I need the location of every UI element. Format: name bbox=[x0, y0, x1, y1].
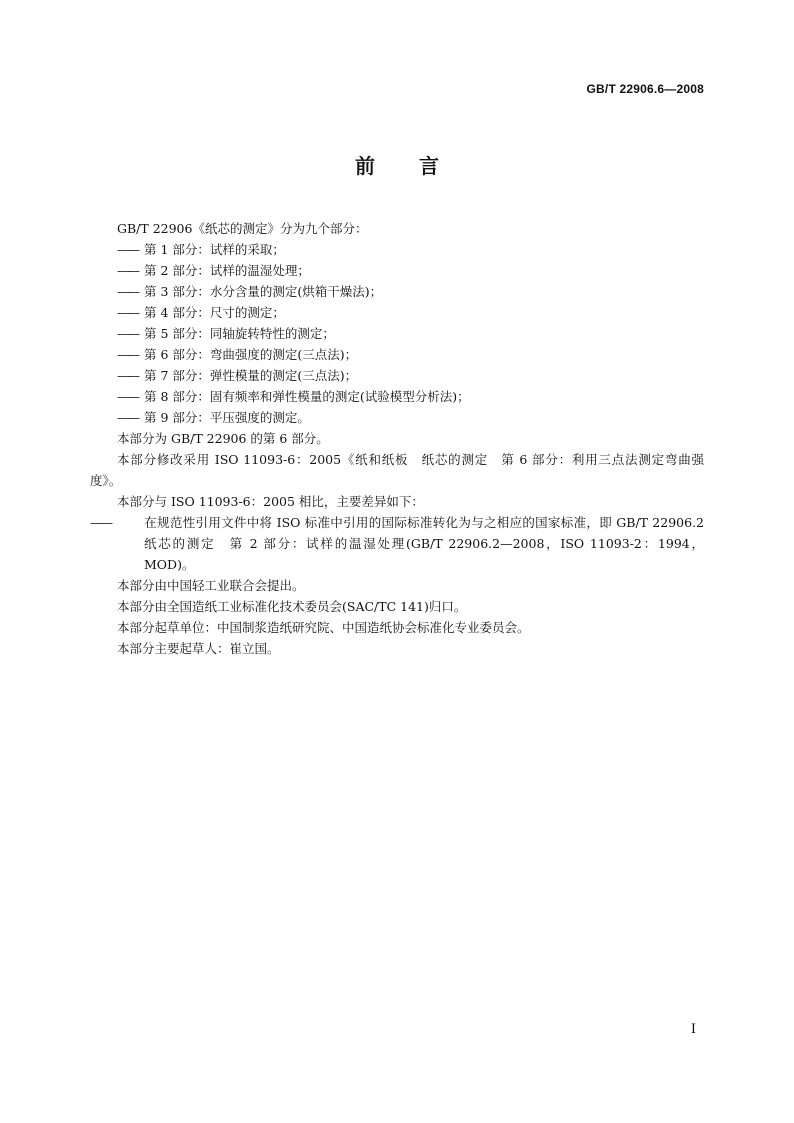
differences-paragraph: 本部分与 ISO 11093-6：2005 相比，主要差异如下： bbox=[117, 494, 424, 509]
difference-item bbox=[90, 512, 717, 575]
list-item bbox=[90, 239, 704, 260]
dash-marker: —— bbox=[117, 305, 138, 320]
list-item-text: 第 6 部分：弯曲强度的测定(三点法)； bbox=[144, 347, 358, 362]
list-item-text: 第 1 部分：试样的采取； bbox=[144, 242, 285, 257]
dash-marker: —— bbox=[117, 347, 138, 362]
list-item bbox=[90, 302, 704, 323]
list-item-text: 第 9 部分：平压强度的测定。 bbox=[144, 410, 310, 425]
adoption-paragraph: 本部分修改采用 ISO 11093-6：2005《纸和纸板 纸芯的测定 第 6 部分：利用三点法测定弯曲强度》。 bbox=[90, 452, 704, 488]
list-item-text: 第 3 部分：水分含量的测定(烘箱干燥法)； bbox=[144, 284, 383, 299]
list-item bbox=[90, 323, 704, 344]
parts-list bbox=[90, 239, 704, 428]
list-item bbox=[90, 344, 704, 365]
proposed-by-paragraph: 本部分由中国轻工业联合会提出。 bbox=[117, 578, 305, 593]
title-char-1: 前 bbox=[355, 154, 375, 178]
list-item-text: 第 7 部分：弹性模量的测定(三点法)； bbox=[144, 368, 358, 383]
document-number: GB/T 22906.6—2008 bbox=[586, 82, 704, 96]
intro-paragraph: GB/T 22906《纸芯的测定》分为九个部分： bbox=[117, 221, 368, 236]
difference-item-text: 在规范性引用文件中将 ISO 标准中引用的国际标准转化为与之相应的国家标准，即 GB/T 22906.2 纸芯的测定 第 2 部分：试样的温湿处理(GB/T 22906.2—2008，ISO 11093-2：1994，MOD)。 bbox=[144, 515, 717, 572]
dash-marker: —— bbox=[90, 515, 111, 530]
dash-marker: —— bbox=[117, 263, 138, 278]
drafting-units-paragraph: 本部分起草单位：中国制浆造纸研究院、中国造纸协会标准化专业委员会。 bbox=[117, 620, 530, 635]
list-item-text: 第 5 部分：同轴旋转特性的测定； bbox=[144, 326, 335, 341]
page-title bbox=[0, 150, 794, 179]
foreword-body bbox=[90, 218, 717, 659]
list-item bbox=[90, 260, 704, 281]
page-number: I bbox=[690, 1022, 696, 1037]
title-char-2: 言 bbox=[419, 154, 439, 178]
dash-marker: —— bbox=[117, 326, 138, 341]
list-item-text: 第 2 部分：试样的温湿处理； bbox=[144, 263, 310, 278]
dash-marker: —— bbox=[117, 242, 138, 257]
centralized-paragraph: 本部分由全国造纸工业标准化技术委员会(SAC/TC 141)归口。 bbox=[117, 599, 467, 614]
dash-marker: —— bbox=[117, 368, 138, 383]
list-item bbox=[90, 365, 704, 386]
drafters-paragraph: 本部分主要起草人：崔立国。 bbox=[117, 641, 280, 656]
list-item-text: 第 8 部分：固有频率和弹性模量的测定(试验模型分析法)； bbox=[144, 389, 470, 404]
list-item bbox=[90, 407, 704, 428]
dash-marker: —— bbox=[117, 410, 138, 425]
list-item bbox=[90, 386, 704, 407]
list-item-text: 第 4 部分：尺寸的测定； bbox=[144, 305, 285, 320]
this-part-paragraph: 本部分为 GB/T 22906 的第 6 部分。 bbox=[117, 431, 329, 446]
dash-marker: —— bbox=[117, 284, 138, 299]
list-item bbox=[90, 281, 704, 302]
dash-marker: —— bbox=[117, 389, 138, 404]
